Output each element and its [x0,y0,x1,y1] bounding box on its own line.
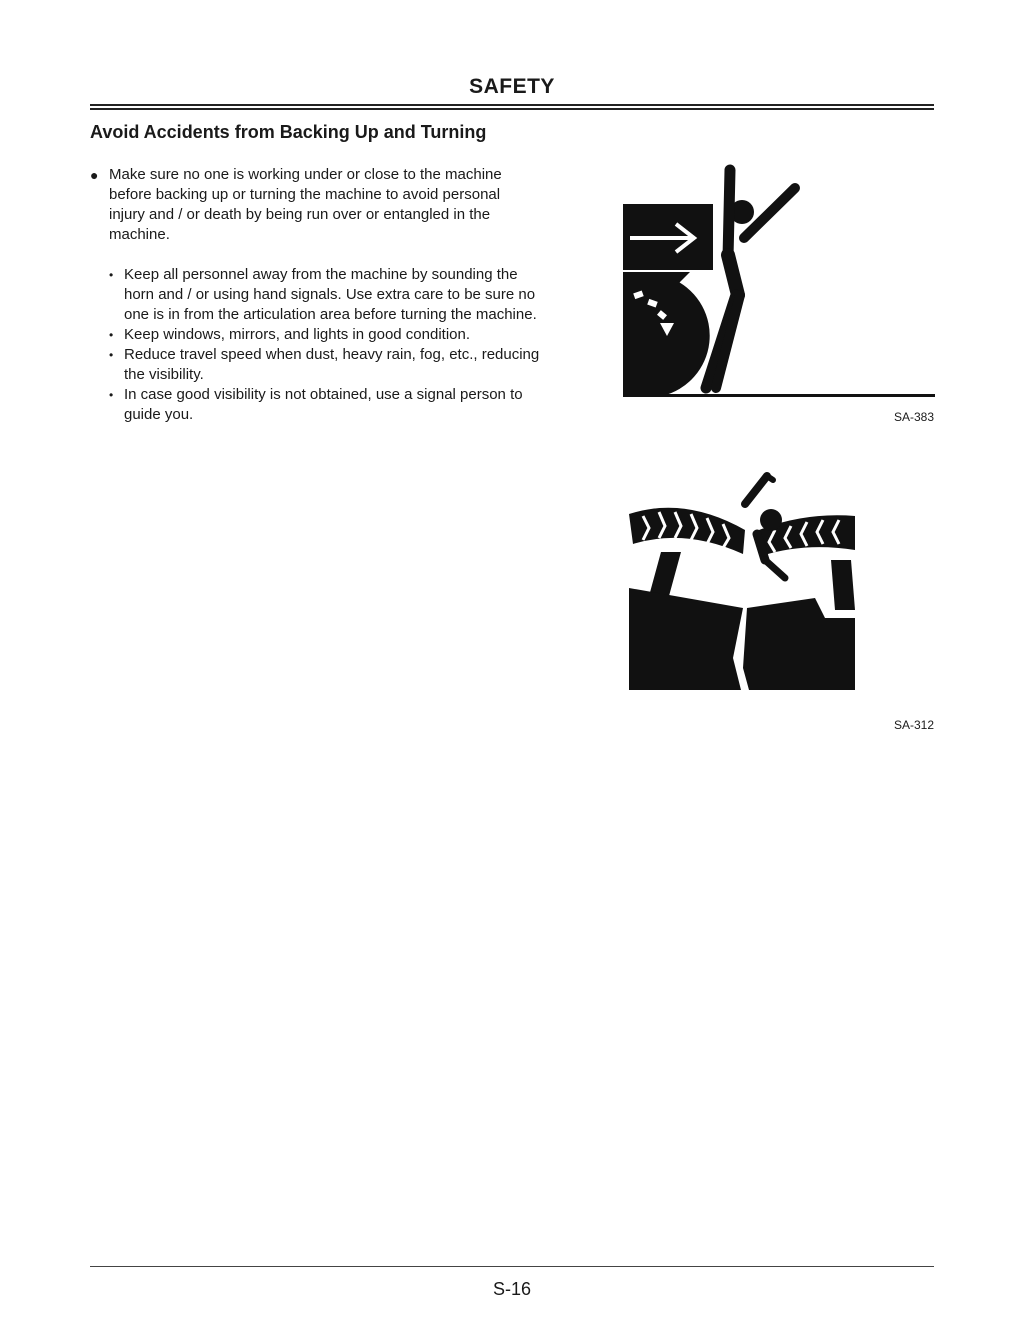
header-rule-bottom [90,108,934,110]
section-title: Avoid Accidents from Backing Up and Turning [90,122,487,142]
figure-articulation [625,468,857,694]
sub-bullet-dot-icon: • [109,388,114,402]
footer-rule [90,1266,934,1267]
list-item [109,265,540,325]
figure-backing-up [620,160,936,402]
page-number: S-16 [492,1279,532,1299]
bullet-dot-icon: ● [90,167,99,183]
sub-bullet-list [109,265,540,425]
articulation-crush-hazard-icon [625,468,857,694]
list-item [109,345,540,385]
header-rule-top [90,104,934,106]
sub-bullet-text: Keep all personnel away from the machine by sounding the horn and / or using hand signals. Use extra care to be sure no one is in from the articulation area before turning the machine. [124,266,537,323]
sub-bullet-text: Keep windows, mirrors, and lights in good condition. [124,326,471,343]
main-bullet-text: Make sure no one is working under or close to the machine before backing up or turning the machine to avoid personal injury and / or death by being run over or entangled in the machine. [109,166,502,243]
content-text [90,165,540,425]
sub-bullet-text: Reduce travel speed when dust, heavy rain, fog, etc., reducing the visibility. [124,346,540,383]
sub-bullet-text: In case good visibility is not obtained, use a signal person to guide you. [124,386,523,423]
backing-machine-hazard-icon [620,160,936,402]
list-item [109,325,540,345]
sub-bullet-dot-icon: • [109,268,114,282]
sub-bullet-dot-icon: • [109,328,114,342]
sub-bullet-dot-icon: • [109,348,114,362]
figure-label-sa383: SA-383 [893,410,934,424]
figure-label-sa312: SA-312 [893,718,934,732]
main-bullet [90,165,540,245]
list-item [109,385,540,425]
page-title: SAFETY [469,75,555,98]
